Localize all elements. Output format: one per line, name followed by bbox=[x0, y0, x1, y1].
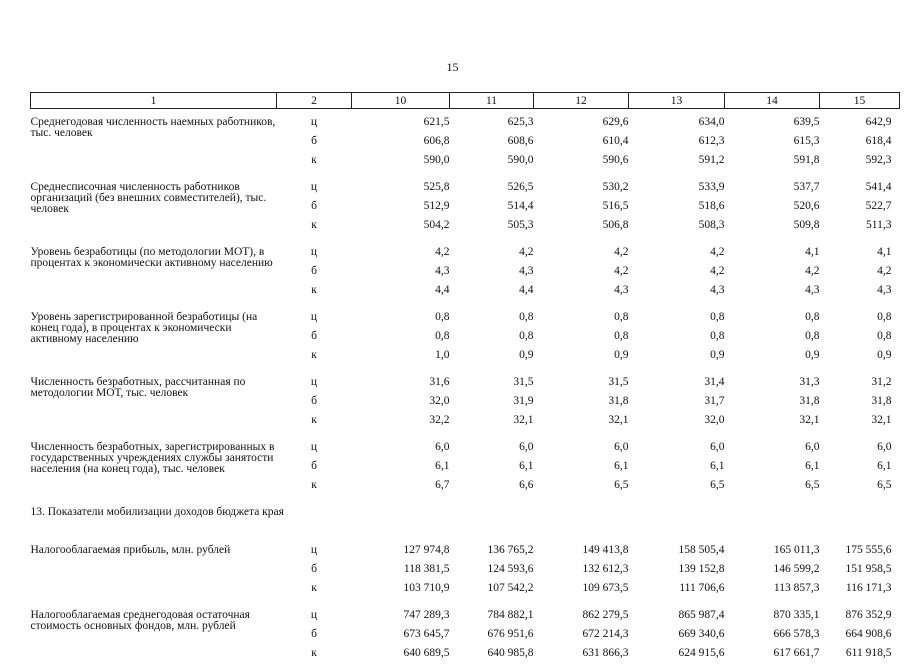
value-cell: 136 765,2 bbox=[450, 537, 534, 564]
value-cell: 526,5 bbox=[450, 174, 534, 201]
value-cell: 0,9 bbox=[450, 350, 534, 369]
variant-code: б bbox=[277, 331, 352, 350]
value-cell: 111 706,6 bbox=[629, 583, 725, 602]
value-cell: 31,8 bbox=[534, 396, 629, 415]
value-cell: 6,1 bbox=[820, 461, 900, 480]
value-cell: 511,3 bbox=[820, 220, 900, 239]
value-cell: 0,9 bbox=[820, 350, 900, 369]
value-cell: 4,2 bbox=[352, 239, 450, 266]
header-cell-year-13: 13 bbox=[629, 93, 725, 109]
value-cell: 784 882,1 bbox=[450, 602, 534, 629]
value-cell: 629,6 bbox=[534, 109, 629, 137]
variant-code: к bbox=[277, 480, 352, 499]
value-cell: 31,3 bbox=[725, 369, 820, 396]
value-cell: 610,4 bbox=[534, 136, 629, 155]
value-cell: 876 352,9 bbox=[820, 602, 900, 629]
value-cell: 4,3 bbox=[450, 266, 534, 285]
value-cell: 32,2 bbox=[352, 415, 450, 434]
value-cell: 0,8 bbox=[352, 304, 450, 331]
value-cell: 6,1 bbox=[450, 461, 534, 480]
variant-code: ц bbox=[277, 304, 352, 331]
value-cell: 0,8 bbox=[629, 304, 725, 331]
table-row bbox=[31, 109, 900, 137]
variant-code: к bbox=[277, 350, 352, 369]
indicator-label: Численность безработных, рассчитанная по методологии МОТ, тыс. человек bbox=[31, 369, 277, 434]
value-cell: 6,1 bbox=[352, 461, 450, 480]
value-cell: 672 214,3 bbox=[534, 629, 629, 648]
indicator-label: Численность безработных, зарегистрированных в государственных учреждениях службы занятости населения (на конец года), тыс. человек bbox=[31, 434, 277, 499]
value-cell: 0,8 bbox=[725, 331, 820, 350]
value-cell: 669 340,6 bbox=[629, 629, 725, 648]
value-cell: 4,4 bbox=[450, 285, 534, 304]
value-cell: 103 710,9 bbox=[352, 583, 450, 602]
value-cell: 109 673,5 bbox=[534, 583, 629, 602]
variant-code: к bbox=[277, 220, 352, 239]
value-cell: 541,4 bbox=[820, 174, 900, 201]
header-cell-year-15: 15 bbox=[820, 93, 900, 109]
value-cell: 537,7 bbox=[725, 174, 820, 201]
value-cell: 631 866,3 bbox=[534, 648, 629, 667]
value-cell: 4,2 bbox=[725, 266, 820, 285]
value-cell: 516,5 bbox=[534, 201, 629, 220]
indicator-label: Налогооблагаемая прибыль, млн. рублей bbox=[31, 537, 277, 602]
value-cell: 634,0 bbox=[629, 109, 725, 137]
value-cell: 509,8 bbox=[725, 220, 820, 239]
value-cell: 146 599,2 bbox=[725, 564, 820, 583]
value-cell: 124 593,6 bbox=[450, 564, 534, 583]
table-body bbox=[31, 109, 900, 667]
value-cell: 32,1 bbox=[820, 415, 900, 434]
value-cell: 0,9 bbox=[629, 350, 725, 369]
value-cell: 530,2 bbox=[534, 174, 629, 201]
value-cell: 4,3 bbox=[725, 285, 820, 304]
value-cell: 32,0 bbox=[352, 396, 450, 415]
value-cell: 132 612,3 bbox=[534, 564, 629, 583]
indicator-label: Налогооблагаемая среднегодовая остаточная стоимость основных фондов, млн. рублей bbox=[31, 602, 277, 667]
header-cell-variant: 2 bbox=[277, 93, 352, 109]
value-cell: 676 951,6 bbox=[450, 629, 534, 648]
value-cell: 158 505,4 bbox=[629, 537, 725, 564]
value-cell: 31,8 bbox=[725, 396, 820, 415]
variant-code: ц bbox=[277, 174, 352, 201]
variant-code: к bbox=[277, 583, 352, 602]
value-cell: 618,4 bbox=[820, 136, 900, 155]
value-cell: 165 011,3 bbox=[725, 537, 820, 564]
value-cell: 4,3 bbox=[352, 266, 450, 285]
variant-code: б bbox=[277, 266, 352, 285]
variant-code: ц bbox=[277, 369, 352, 396]
value-cell: 31,5 bbox=[450, 369, 534, 396]
value-cell: 640 689,5 bbox=[352, 648, 450, 667]
value-cell: 32,1 bbox=[725, 415, 820, 434]
value-cell: 116 171,3 bbox=[820, 583, 900, 602]
header-row bbox=[31, 93, 900, 109]
value-cell: 0,8 bbox=[629, 331, 725, 350]
value-cell: 505,3 bbox=[450, 220, 534, 239]
variant-code: б bbox=[277, 629, 352, 648]
variant-code: к bbox=[277, 285, 352, 304]
value-cell: 4,3 bbox=[820, 285, 900, 304]
value-cell: 6,5 bbox=[534, 480, 629, 499]
value-cell: 6,0 bbox=[725, 434, 820, 461]
value-cell: 6,1 bbox=[534, 461, 629, 480]
value-cell: 118 381,5 bbox=[352, 564, 450, 583]
variant-code: ц bbox=[277, 109, 352, 137]
indicator-label: Уровень зарегистрированной безработицы (на конец года), в процентах к экономически активному населению bbox=[31, 304, 277, 369]
value-cell: 625,3 bbox=[450, 109, 534, 137]
table-row bbox=[31, 537, 900, 564]
value-cell: 504,2 bbox=[352, 220, 450, 239]
value-cell: 4,3 bbox=[534, 285, 629, 304]
indicator-label: Уровень безработицы (по методологии МОТ), в процентах к экономически активному населению bbox=[31, 239, 277, 304]
variant-code: ц bbox=[277, 239, 352, 266]
header-cell-year-12: 12 bbox=[534, 93, 629, 109]
value-cell: 139 152,8 bbox=[629, 564, 725, 583]
table-header bbox=[31, 93, 900, 109]
value-cell: 0,8 bbox=[534, 304, 629, 331]
header-cell-year-11: 11 bbox=[450, 93, 534, 109]
table-row bbox=[31, 434, 900, 461]
value-cell: 4,1 bbox=[820, 239, 900, 266]
value-cell: 6,5 bbox=[820, 480, 900, 499]
variant-code: ц bbox=[277, 537, 352, 564]
table-row bbox=[31, 602, 900, 629]
variant-code: к bbox=[277, 155, 352, 174]
value-cell: 0,8 bbox=[450, 304, 534, 331]
value-cell: 615,3 bbox=[725, 136, 820, 155]
value-cell: 624 915,6 bbox=[629, 648, 725, 667]
value-cell: 0,9 bbox=[725, 350, 820, 369]
value-cell: 590,6 bbox=[534, 155, 629, 174]
value-cell: 533,9 bbox=[629, 174, 725, 201]
value-cell: 611 918,5 bbox=[820, 648, 900, 667]
value-cell: 608,6 bbox=[450, 136, 534, 155]
variant-code: ц bbox=[277, 602, 352, 629]
forecast-table bbox=[30, 92, 900, 667]
value-cell: 127 974,8 bbox=[352, 537, 450, 564]
value-cell: 4,1 bbox=[725, 239, 820, 266]
value-cell: 4,2 bbox=[629, 266, 725, 285]
value-cell: 590,0 bbox=[352, 155, 450, 174]
value-cell: 6,1 bbox=[629, 461, 725, 480]
value-cell: 506,8 bbox=[534, 220, 629, 239]
header-cell-indicator: 1 bbox=[31, 93, 277, 109]
value-cell: 6,5 bbox=[725, 480, 820, 499]
value-cell: 6,0 bbox=[450, 434, 534, 461]
table-row bbox=[31, 369, 900, 396]
value-cell: 6,1 bbox=[725, 461, 820, 480]
value-cell: 747 289,3 bbox=[352, 602, 450, 629]
value-cell: 175 555,6 bbox=[820, 537, 900, 564]
value-cell: 31,4 bbox=[629, 369, 725, 396]
section-heading: 13. Показатели мобилизации доходов бюджета края bbox=[31, 499, 900, 537]
value-cell: 31,5 bbox=[534, 369, 629, 396]
value-cell: 514,4 bbox=[450, 201, 534, 220]
value-cell: 1,0 bbox=[352, 350, 450, 369]
value-cell: 642,9 bbox=[820, 109, 900, 137]
value-cell: 113 857,3 bbox=[725, 583, 820, 602]
value-cell: 0,8 bbox=[820, 331, 900, 350]
value-cell: 520,6 bbox=[725, 201, 820, 220]
value-cell: 4,3 bbox=[629, 285, 725, 304]
value-cell: 0,8 bbox=[352, 331, 450, 350]
value-cell: 4,4 bbox=[352, 285, 450, 304]
value-cell: 6,6 bbox=[450, 480, 534, 499]
section-heading-row bbox=[31, 499, 900, 537]
value-cell: 6,0 bbox=[352, 434, 450, 461]
value-cell: 31,7 bbox=[629, 396, 725, 415]
value-cell: 31,8 bbox=[820, 396, 900, 415]
page-number: 15 bbox=[0, 60, 905, 75]
value-cell: 606,8 bbox=[352, 136, 450, 155]
value-cell: 6,0 bbox=[820, 434, 900, 461]
value-cell: 862 279,5 bbox=[534, 602, 629, 629]
value-cell: 640 985,8 bbox=[450, 648, 534, 667]
value-cell: 149 413,8 bbox=[534, 537, 629, 564]
value-cell: 31,9 bbox=[450, 396, 534, 415]
value-cell: 32,0 bbox=[629, 415, 725, 434]
variant-code: б bbox=[277, 564, 352, 583]
variant-code: к bbox=[277, 648, 352, 667]
value-cell: 617 661,7 bbox=[725, 648, 820, 667]
value-cell: 639,5 bbox=[725, 109, 820, 137]
table-row bbox=[31, 239, 900, 266]
variant-code: к bbox=[277, 415, 352, 434]
value-cell: 6,5 bbox=[629, 480, 725, 499]
value-cell: 107 542,2 bbox=[450, 583, 534, 602]
value-cell: 4,2 bbox=[534, 266, 629, 285]
value-cell: 6,7 bbox=[352, 480, 450, 499]
value-cell: 870 335,1 bbox=[725, 602, 820, 629]
table-row bbox=[31, 174, 900, 201]
variant-code: б bbox=[277, 396, 352, 415]
value-cell: 0,8 bbox=[820, 304, 900, 331]
value-cell: 4,2 bbox=[629, 239, 725, 266]
value-cell: 0,8 bbox=[450, 331, 534, 350]
value-cell: 0,9 bbox=[534, 350, 629, 369]
indicator-label: Среднесписочная численность работников организаций (без внешних совместителей), тыс. человек bbox=[31, 174, 277, 239]
value-cell: 4,2 bbox=[534, 239, 629, 266]
value-cell: 4,2 bbox=[450, 239, 534, 266]
value-cell: 522,7 bbox=[820, 201, 900, 220]
value-cell: 4,2 bbox=[820, 266, 900, 285]
value-cell: 518,6 bbox=[629, 201, 725, 220]
value-cell: 865 987,4 bbox=[629, 602, 725, 629]
value-cell: 591,8 bbox=[725, 155, 820, 174]
value-cell: 31,6 bbox=[352, 369, 450, 396]
variant-code: б bbox=[277, 461, 352, 480]
header-cell-year-10: 10 bbox=[352, 93, 450, 109]
value-cell: 525,8 bbox=[352, 174, 450, 201]
value-cell: 31,2 bbox=[820, 369, 900, 396]
value-cell: 6,0 bbox=[534, 434, 629, 461]
value-cell: 32,1 bbox=[450, 415, 534, 434]
value-cell: 673 645,7 bbox=[352, 629, 450, 648]
value-cell: 508,3 bbox=[629, 220, 725, 239]
table-row bbox=[31, 304, 900, 331]
variant-code: б bbox=[277, 201, 352, 220]
variant-code: ц bbox=[277, 434, 352, 461]
value-cell: 590,0 bbox=[450, 155, 534, 174]
indicator-label: Среднегодовая численность наемных работников, тыс. человек bbox=[31, 109, 277, 175]
variant-code: б bbox=[277, 136, 352, 155]
value-cell: 591,2 bbox=[629, 155, 725, 174]
value-cell: 0,8 bbox=[534, 331, 629, 350]
value-cell: 621,5 bbox=[352, 109, 450, 137]
value-cell: 32,1 bbox=[534, 415, 629, 434]
value-cell: 6,0 bbox=[629, 434, 725, 461]
value-cell: 612,3 bbox=[629, 136, 725, 155]
value-cell: 592,3 bbox=[820, 155, 900, 174]
value-cell: 0,8 bbox=[725, 304, 820, 331]
value-cell: 151 958,5 bbox=[820, 564, 900, 583]
value-cell: 512,9 bbox=[352, 201, 450, 220]
header-cell-year-14: 14 bbox=[725, 93, 820, 109]
value-cell: 664 908,6 bbox=[820, 629, 900, 648]
value-cell: 666 578,3 bbox=[725, 629, 820, 648]
